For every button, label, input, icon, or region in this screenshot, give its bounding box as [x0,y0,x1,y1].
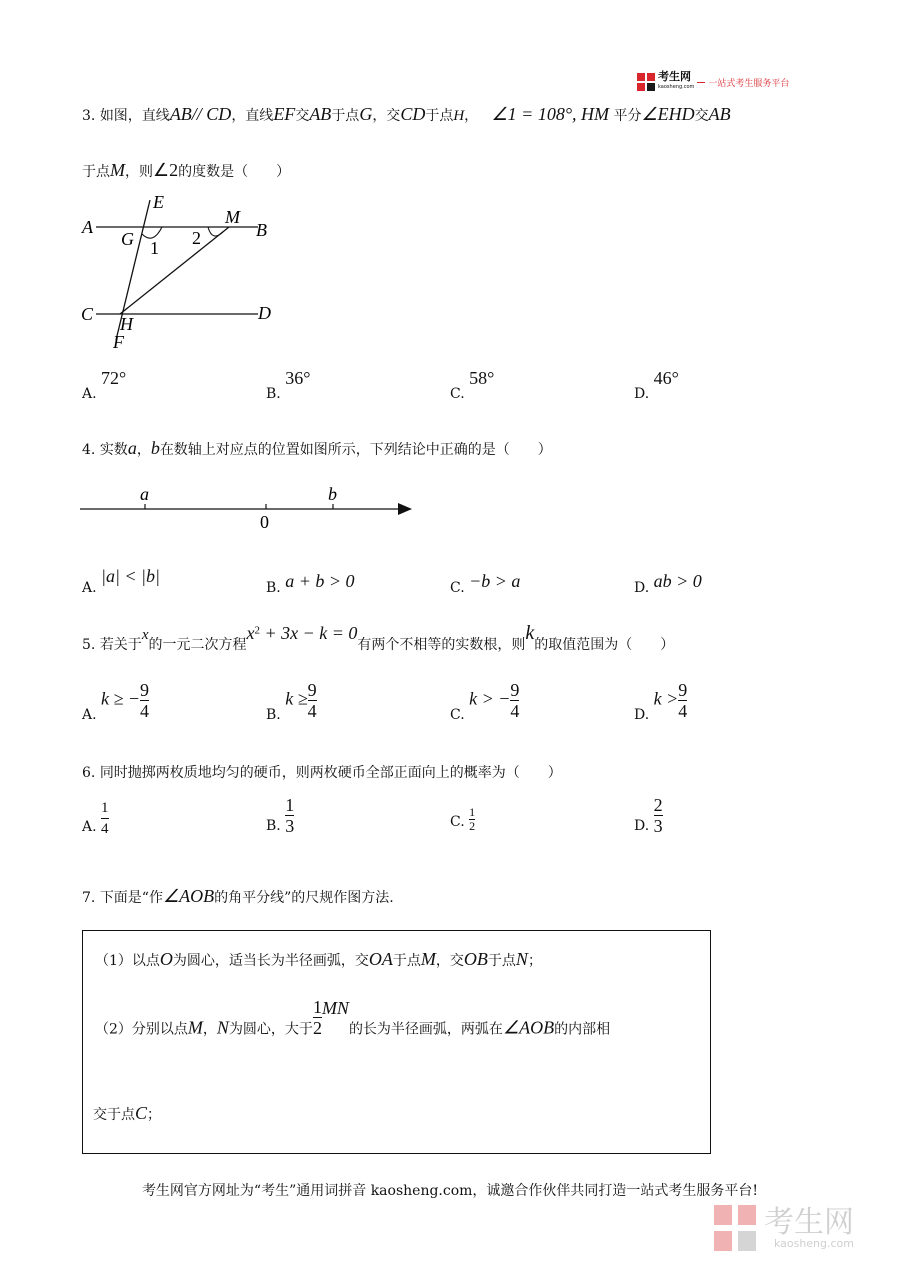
kaosheng-logo-icon [637,73,655,91]
label-f: F [113,332,124,352]
axis-arrow-icon [398,503,412,515]
label-b: B [256,220,267,240]
label-angle-2: 2 [192,228,201,248]
axis-label-a: a [140,484,149,504]
logo-slogan: 一站式考生服务平台 [708,78,790,89]
q5-option-c[interactable]: C. k > − $\frac{9}{4}$ [450,680,520,723]
q5-option-b[interactable]: B. k ≥ $\frac{9}{4}$ [266,680,317,723]
watermark-name: 考生网 [764,1204,854,1240]
q3-option-d[interactable]: D. 46° [634,368,679,402]
q7-method-box [82,930,711,1154]
q6-option-d[interactable]: D. $\frac{2}{3}$ [634,795,663,836]
q7-step2: （2）分别以点M，N为圆心，大于 $\frac{1}{2}$ MN的长为半径画弧，两弧在∠AOB的内部相 [95,997,611,1038]
q3-geometry-figure [78,190,288,355]
q6-line: 6. 同时抛掷两枚质地均匀的硬币，则两枚硬币全部正面向上的概率为（ ） [82,765,562,781]
line-hm [120,227,229,314]
label-c: C [81,304,94,324]
angle-1-arc [142,227,162,238]
q4-option-b[interactable]: B. a + b > 0 [266,571,355,596]
footer-text: 考生网官方网址为“考生”通用词拼音 kaosheng.com，诚邀合作伙伴共同打造一站式考生服务平台! [141,1183,759,1199]
label-angle-1: 1 [150,238,159,258]
q5-option-d[interactable]: D. k > $\frac{9}{4}$ [634,680,688,723]
watermark-logo-icon [714,1205,758,1251]
label-g: G [121,229,134,249]
q5-number: 5. [82,637,96,653]
q3-number: 3. [82,108,96,124]
label-d: D [258,303,271,323]
label-h: H [120,314,133,334]
q3-option-c[interactable]: C. 58° [450,368,495,402]
logo-name: 考生网 [658,70,691,83]
watermark-domain: kaosheng.com [773,1236,854,1250]
axis-label-b: b [328,484,337,504]
q7-step1: （1）以点O为圆心，适当长为半径画弧，交OA于点M，交OB于点N； [95,949,542,969]
q5-option-a[interactable]: A. k ≥ − $\frac{9}{4}$ [82,680,150,723]
logo-domain: kaosheng.com [658,84,695,90]
angle-2-arc [208,227,223,236]
header-logo [637,72,789,92]
q6-option-c[interactable]: C. $\frac{1}{2}$ [450,805,476,833]
q6-option-a[interactable]: A. $\frac{1}{4}$ [82,800,109,837]
watermark [714,1205,854,1251]
q7-number: 7. [82,890,96,906]
axis-label-zero: 0 [260,512,269,532]
q5-line: 5. 若关于x的一元二次方程$x^2 + 3x - k = 0$有两个不相等的实数根，则k的取值范围为（ ） [82,622,675,653]
label-m: M [225,207,240,227]
q4-line: 4. 实数a，b在数轴上对应点的位置如图所示，下列结论中正确的是（ ） [82,438,552,458]
q4-option-c[interactable]: C. −b > a [450,571,521,596]
q6-option-b[interactable]: B. $\frac{1}{3}$ [266,795,295,836]
q3-option-a[interactable]: A. 72° [82,368,127,402]
q7-line: 7. 下面是“作∠AOB的角平分线”的尺规作图方法. [82,886,394,906]
q4-number-axis [80,482,420,532]
q3-line1: 3. 如图，直线AB// CD，直线EF交AB于点G，交CD于点H， ∠1 = 108°, HM 平分∠EHD交AB [82,104,731,124]
label-e: E [153,192,164,212]
q7-step3: 交于点C； [93,1103,162,1123]
logo-divider [697,82,705,83]
q4-number: 4. [82,442,96,458]
q4-option-a[interactable]: A. |a| < |b| [82,566,160,596]
q4-option-d[interactable]: D. ab > 0 [634,571,702,596]
q6-number: 6. [82,765,96,781]
q3-line2: 于点M，则∠2的度数是（ ） [82,160,291,180]
q3-option-b[interactable]: B. 36° [266,368,311,402]
label-a: A [82,217,93,237]
